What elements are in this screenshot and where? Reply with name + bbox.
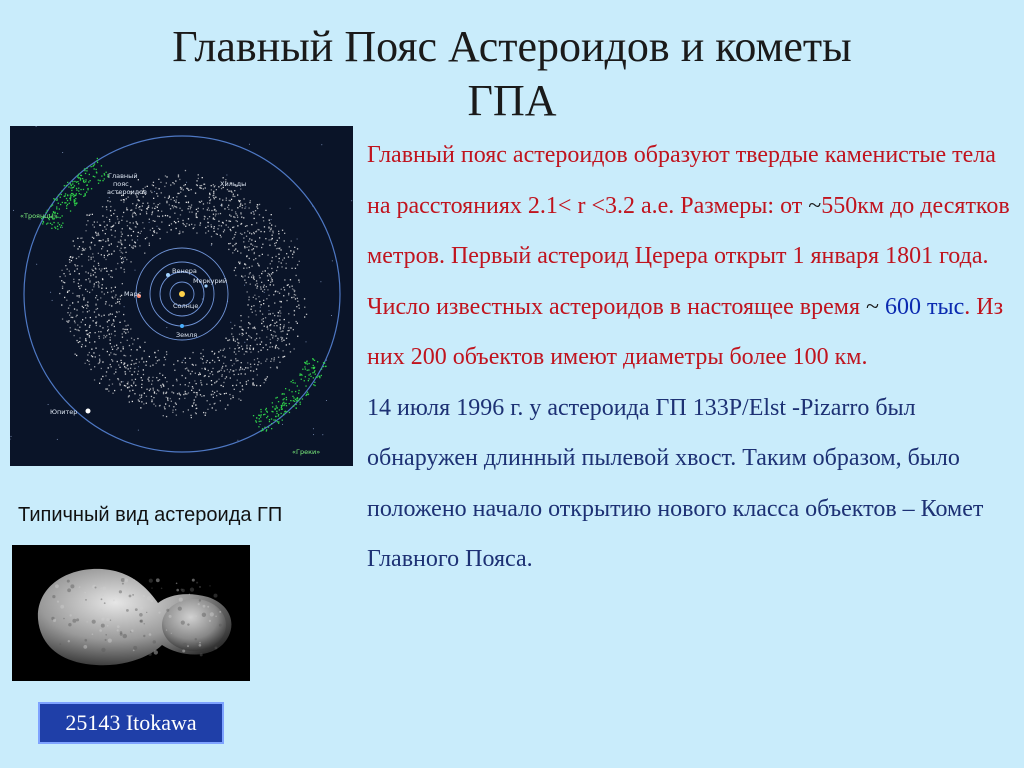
label-trojans: «Троянцы» <box>20 212 58 220</box>
label-venus: Венера <box>172 267 197 275</box>
venus-icon <box>166 273 170 277</box>
label-belt-1: Главный <box>108 172 138 180</box>
body-red-3: . Из них 200 объектов имеют диаметры более 100 км. <box>367 293 1004 370</box>
label-earth: Земля <box>176 331 198 339</box>
asteroid-belt-diagram <box>10 126 353 466</box>
label-belt-3: астероидов <box>107 188 147 196</box>
slide-title <box>40 20 984 128</box>
sun-icon <box>179 291 185 297</box>
slide-title-line2: ГПА <box>467 76 557 125</box>
body-navy-paragraph: 14 июля 1996 г. у астероида ГП 133P/Elst -Pizarro был обнаружен длинный пылевой хвост. Таким образом, было положено начало открытию нового класса объектов – Комет Главного Пояса. <box>367 394 984 572</box>
label-greeks: «Греки» <box>292 448 321 456</box>
label-jupiter: Юпитер <box>50 408 78 416</box>
slide-body-text <box>367 130 1012 585</box>
label-mars: Марс <box>124 290 142 298</box>
label-hildas: Хильды <box>220 180 247 188</box>
asteroid-caption: Типичный вид астероида ГП <box>18 504 283 526</box>
body-tilde: ~ <box>808 192 822 219</box>
label-sun: Солнце <box>173 302 199 310</box>
slide-title-line1: Главный Пояс Астероидов и кометы <box>172 22 852 71</box>
body-blue-1: 600 тыс <box>885 293 965 320</box>
body-red-1: Главный пояс астероидов образуют твердые каменистые тела на расстояниях 2.1< r <3.2 а.е. Размеры: от <box>367 142 996 219</box>
jupiter-icon <box>86 409 91 414</box>
background-stars <box>10 126 352 441</box>
itokawa-photo <box>12 545 250 681</box>
earth-icon <box>180 324 184 328</box>
body-tilde-2: ~ <box>866 293 885 320</box>
label-belt-2: пояс <box>113 180 129 188</box>
body-red-2: 550км до десятков метров. Первый астероид Церера открыт 1 января 1801 года. Число известных астероидов в настоящее время <box>367 192 1010 320</box>
asteroid-name-badge: 25143 Itokawa <box>38 702 224 744</box>
label-mercury: Меркурий <box>193 277 228 285</box>
